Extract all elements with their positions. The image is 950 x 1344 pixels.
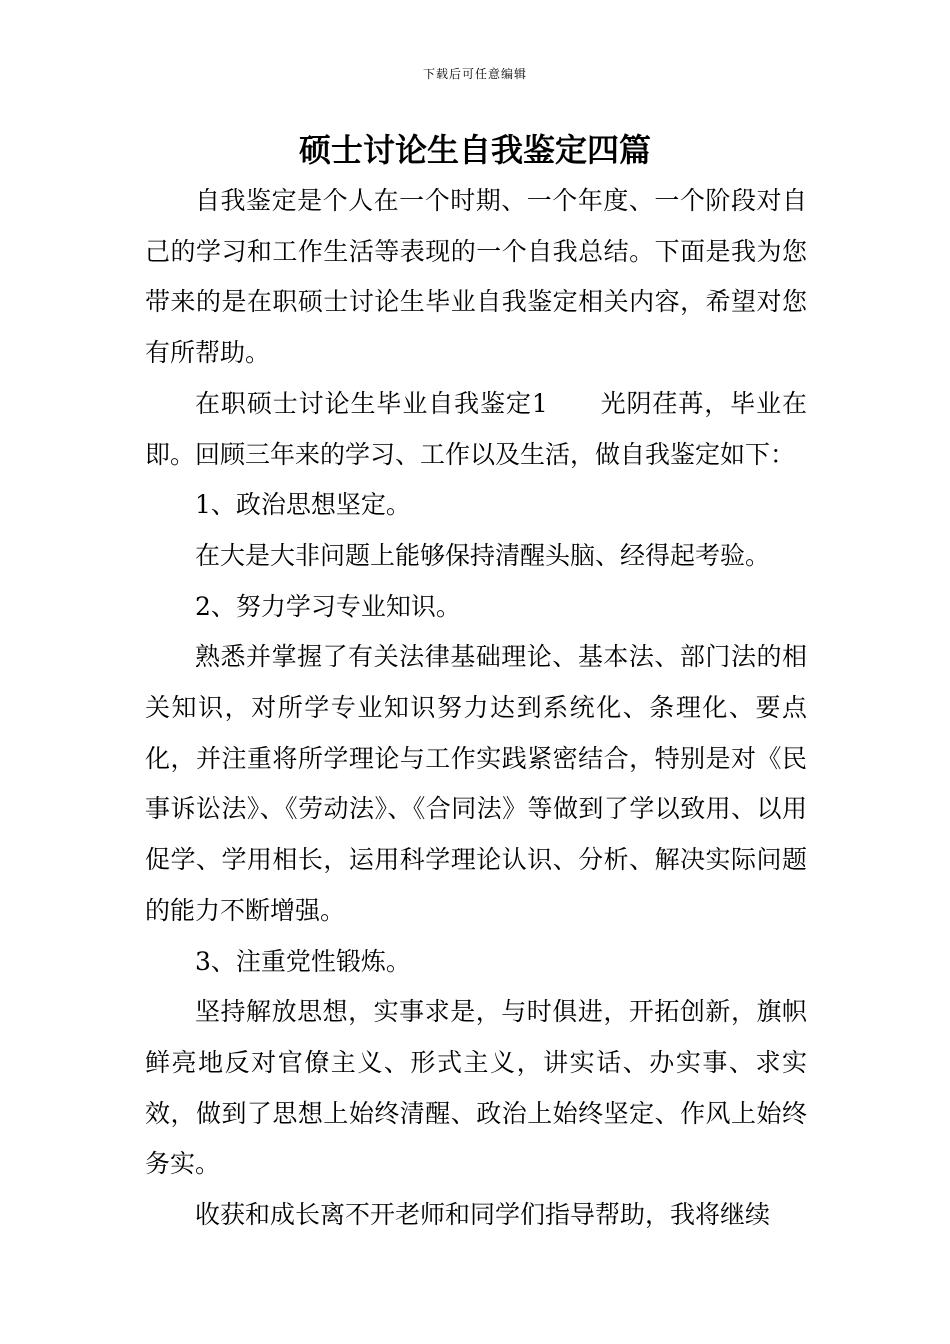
section-1-heading-paragraph: 在职硕士讨论生毕业自我鉴定1 光阴荏苒，毕业在即。回顾三年来的学习、工作以及生活，做自我鉴定如下： xyxy=(145,388,807,469)
closing-paragraph: 收获和成长离不开老师和同学们指导帮助，我将继续 xyxy=(195,1200,771,1230)
page-header-note: 下载后可任意编辑 xyxy=(422,67,527,81)
item-1-heading: 1、政治思想坚定。 xyxy=(195,490,411,520)
document-title: 硕士讨论生自我鉴定四篇 xyxy=(298,131,651,169)
item-3-heading: 3、注重党性锻炼。 xyxy=(195,946,411,976)
item-2-heading: 2、努力学习专业知识。 xyxy=(195,591,461,621)
intro-paragraph: 自我鉴定是个人在一个时期、一个年度、一个阶段对自己的学习和工作生活等表现的一个自我总结。下面是我为您带来的是在职硕士讨论生毕业自我鉴定相关内容，希望对您有所帮助。 xyxy=(145,186,807,368)
item-2-text: 熟悉并掌握了有关法律基础理论、基本法、部门法的相关知识，对所学专业知识努力达到系统化、条理化、要点化，并注重将所学理论与工作实践紧密结合，特别是对《民事诉讼法》、《劳动法》、《合同法》等做到了学以致用、以用促学、学用相长，运用科学理论认识、分析、解决实际问题的能力不断增强。 xyxy=(145,642,807,925)
document-body xyxy=(145,176,807,1241)
item-1-text: 在大是大非问题上能够保持清醒头脑、经得起考验。 xyxy=(195,540,771,570)
item-3-text: 坚持解放思想，实事求是，与时俱进，开拓创新，旗帜鲜亮地反对官僚主义、形式主义，讲实话、办实事、求实效，做到了思想上始终清醒、政治上始终坚定、作风上始终务实。 xyxy=(145,997,807,1179)
